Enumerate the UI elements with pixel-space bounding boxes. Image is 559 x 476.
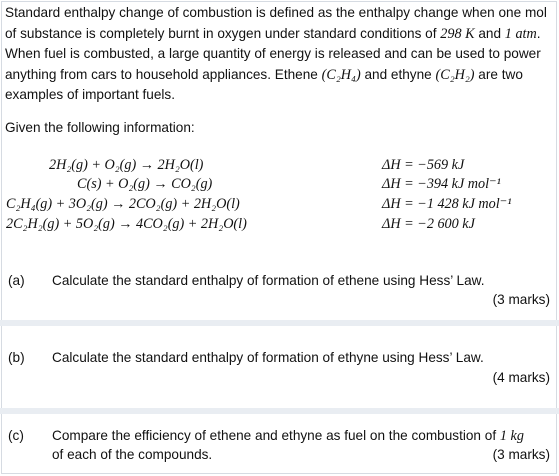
question-a-marks: (3 marks) bbox=[492, 292, 550, 307]
question-b-text: Calculate the standard enthalpy of formation of ethyne using Hess’ Law. bbox=[52, 350, 484, 365]
question-c-marks: (3 marks) bbox=[492, 447, 550, 462]
question-a-text: Calculate the standard enthalpy of formation of ethene using Hess’ Law. bbox=[52, 273, 485, 288]
pressure-value: 1 atm bbox=[504, 25, 537, 42]
question-c-label: (c) bbox=[8, 428, 24, 443]
equation-4: 2C₂H₂(g) + 5O₂(g) → 4CO₂(g) + 2H₂O(l) bbox=[6, 216, 247, 232]
equation-1: 2H₂(g) + O₂(g) → 2H₂O(l) bbox=[49, 157, 204, 173]
enthalpy-1: ΔH = −569 kJ bbox=[382, 157, 465, 173]
enthalpy-4: ΔH = −2 600 kJ bbox=[382, 216, 475, 232]
intro-text-5: are two examples of important fuels. bbox=[5, 66, 523, 103]
mass-value: 1 kg bbox=[499, 428, 524, 444]
enthalpy-2: ΔH = −394 kJ mol⁻¹ bbox=[382, 176, 501, 192]
section-divider bbox=[0, 408, 559, 414]
question-a-label: (a) bbox=[8, 273, 25, 288]
intro-text-3: . When fuel is combusted, a large quantity of energy is released and can be used to power anything from cars to household appliances. Ethene bbox=[5, 25, 541, 82]
question-b-marks: (4 marks) bbox=[492, 370, 550, 385]
given-label: Given the following information: bbox=[5, 120, 195, 135]
question-c-text-2: of each of the compounds. bbox=[52, 447, 213, 462]
question-c-text-1: Compare the efficiency of ethene and ethyne as fuel on the combustion of bbox=[52, 428, 500, 443]
intro-text-4: and ethyne bbox=[360, 66, 436, 82]
temperature-value: 298 K bbox=[440, 25, 475, 42]
ethyne-formula: (C₂H₂) bbox=[435, 66, 475, 83]
question-b-label: (b) bbox=[8, 350, 25, 365]
ethene-formula: (C₂H₄) bbox=[321, 66, 361, 83]
equation-2: C(s) + O₂(g) → CO₂(g) bbox=[77, 176, 213, 192]
question-c-text bbox=[52, 428, 524, 445]
equation-3: C₂H₄(g) + 3O₂(g) → 2CO₂(g) + 2H₂O(l) bbox=[6, 196, 240, 212]
section-divider bbox=[0, 320, 559, 326]
intro-paragraph bbox=[5, 3, 555, 106]
intro-text-2: and bbox=[474, 25, 505, 41]
enthalpy-3: ΔH = −1 428 kJ mol⁻¹ bbox=[382, 196, 512, 212]
intro-text-1: Standard enthalpy change of combustion is defined as the enthalpy change when one mol of substance is completely burnt in oxygen under standard conditions of bbox=[5, 5, 547, 41]
